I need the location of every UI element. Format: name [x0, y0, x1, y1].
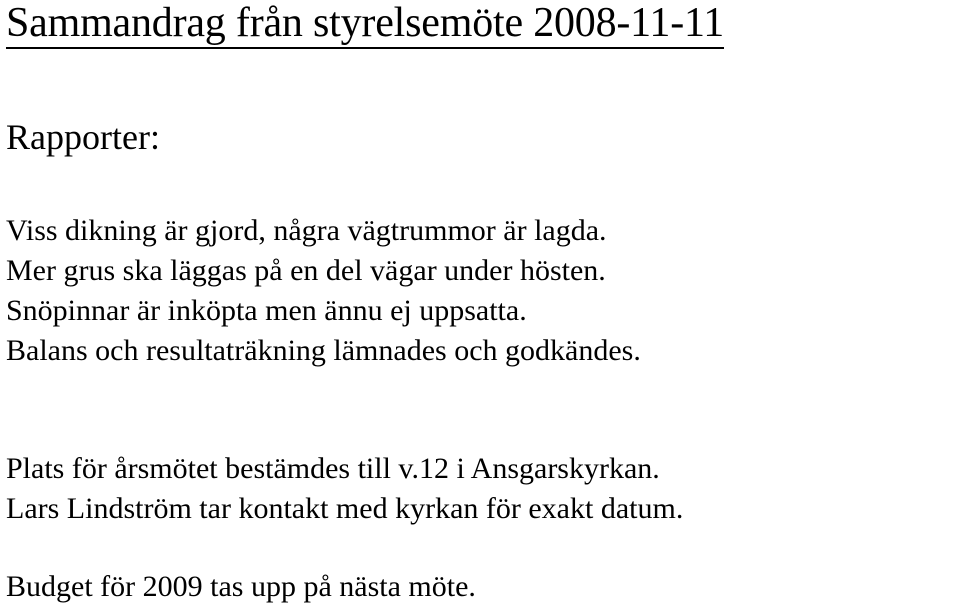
paragraph-line: Balans och resultaträkning lämnades och godkändes.: [6, 334, 641, 367]
paragraph-line: Snöpinnar är inköpta men ännu ej uppsatta.: [6, 294, 527, 327]
paragraph-line: Mer grus ska läggas på en del vägar under hösten.: [6, 254, 606, 287]
document-title: Sammandrag från styrelsemöte 2008-11-11: [6, 0, 724, 49]
paragraph-line: Viss dikning är gjord, några vägtrummor är lagda.: [6, 214, 607, 247]
paragraph-line: Plats för årsmötet bestämdes till v.12 i Ansgarskyrkan.: [6, 452, 660, 485]
reports-heading: Rapporter:: [6, 117, 160, 157]
paragraph-line: Lars Lindström tar kontakt med kyrkan för exakt datum.: [6, 492, 684, 525]
paragraph-line: Budget för 2009 tas upp på nästa möte.: [6, 570, 476, 603]
